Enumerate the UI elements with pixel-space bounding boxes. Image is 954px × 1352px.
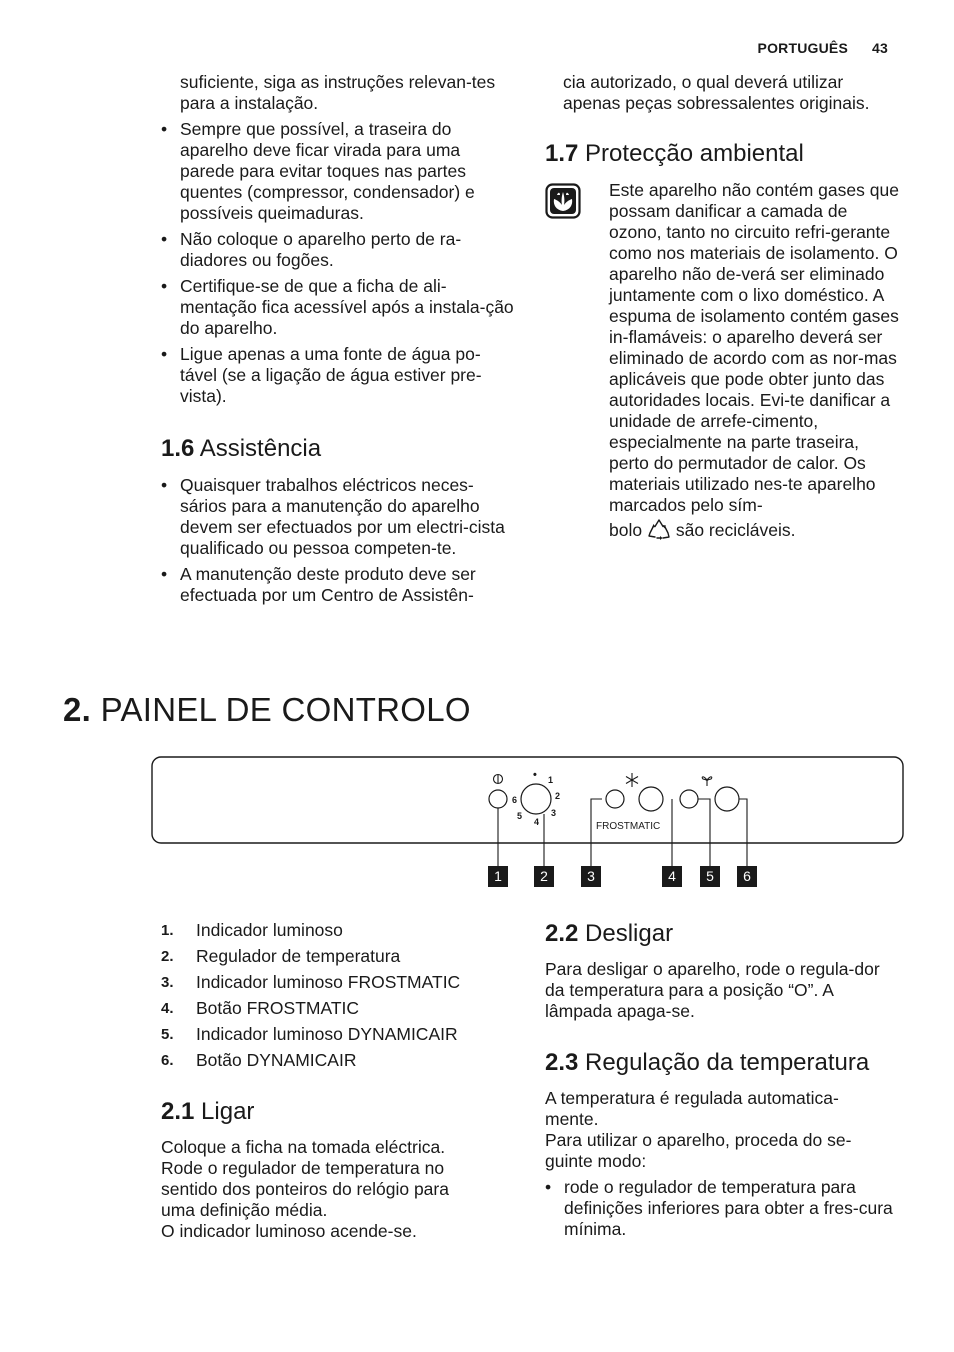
list-item: • A manutenção deste produto deve ser efectuada por um Centro de Assistên-: [161, 564, 516, 606]
section-number: 1.7: [545, 140, 579, 167]
section-number: 2.2: [545, 920, 579, 947]
section-number: 2.3: [545, 1049, 579, 1076]
column-left-top: [161, 72, 516, 412]
dial-number: 4: [534, 817, 540, 827]
chapter-heading: [63, 691, 471, 729]
list-item: 6. Botão DYNAMICAIR: [161, 1050, 357, 1070]
dynamicair-button: [715, 787, 739, 811]
callout-number: 1: [494, 868, 502, 884]
section-title: Ligar: [201, 1098, 255, 1125]
environment-paragraph-end: bolo são recicláveis.: [609, 518, 899, 545]
recycle-icon: [647, 518, 671, 545]
language-label: PORTUGUÊS: [757, 40, 849, 56]
dial-number: 2: [555, 791, 561, 801]
list-item: • Certifique-se de que a ficha de ali-mentação fica acessível após a instala-ção do aparelho.: [161, 276, 516, 339]
power-icon: [494, 775, 503, 784]
list-item: 5. Indicador luminoso DYNAMICAIR: [161, 1024, 458, 1044]
list-item: • Ligue apenas a uma fonte de água po-tável (se a ligação de água estiver pre-vista).: [161, 344, 516, 407]
callout-number: 3: [587, 868, 595, 884]
dial-number: 5: [517, 811, 523, 821]
environment-flower-icon: [545, 183, 581, 219]
continued-text: cia autorizado, o qual deverá utilizar apenas peças sobressalentes originais.: [563, 72, 870, 113]
callout-number: 6: [743, 868, 751, 884]
assistance-bullets: [161, 475, 516, 606]
column-right-top: [563, 72, 903, 114]
frostmatic-label: FROSTMATIC: [596, 821, 661, 832]
chapter-number: 2.: [63, 691, 92, 728]
page-header: [758, 38, 888, 59]
continued-text: suficiente, siga as instruções relevan-tes para a instalação.: [180, 72, 496, 113]
power-indicator: [489, 790, 507, 808]
dynamicair-indicator: [680, 790, 698, 808]
dial-number: 3: [551, 808, 557, 818]
callout-number: 5: [706, 868, 714, 884]
list-item: 1. Indicador luminoso: [161, 920, 343, 940]
dial-number: 6: [512, 795, 518, 805]
section-1-7: [545, 140, 905, 168]
section-text: Coloque a ficha na tomada eléctrica. Rode o regulador de temperatura no sentido dos ponteiros do relógio para uma definição média. O indicador luminoso acende-se.: [161, 1137, 449, 1241]
dial-dot: •: [533, 769, 537, 781]
section-number: 1.6: [161, 435, 195, 462]
section-text: Para desligar o aparelho, rode o regula-dor da temperatura para a posição “O”. A lâmpada apaga-se.: [545, 959, 880, 1021]
section-heading: [161, 435, 516, 463]
environment-paragraph: Este aparelho não contém gases que possam danificar a camada de ozono, tanto no circuito refri-gerante como nos materiais de isolamento. O aparelho não de-verá ser eliminado juntamente com o lixo doméstico. A espuma de isolamento contém gases in-flamáveis: o aparelho deverá ser eliminado de acordo com as nor-mas aplicáveis que pode obter junto das autoridades locais. Evi-te danificar a unidade de arrefe-cimento, especialmente na parte traseira, perto do permutador de calor. Os materiais utilizado nes-te aparelho marcados pelo sím-: [609, 180, 899, 515]
dial-number: 1: [548, 775, 554, 785]
list-item: • Quaisquer trabalhos eléctricos neces-sários para a manutenção do aparelho devem ser efectuados por um electri-cista qualificado ou pessoa competen-te.: [161, 475, 516, 559]
temperature-bullets: [545, 1177, 900, 1240]
list-item: 3. Indicador luminoso FROSTMATIC: [161, 972, 461, 992]
section-title: Desligar: [585, 920, 674, 947]
fan-icon: [702, 777, 712, 786]
page-number: 43: [872, 40, 888, 56]
frostmatic-indicator: [606, 790, 624, 808]
section-title: Regulação da temperatura: [585, 1049, 870, 1076]
snowflake-icon: [626, 773, 638, 787]
section-text: A temperatura é regulada automatica- mente. Para utilizar o aparelho, proceda do se- guinte modo:: [545, 1088, 852, 1171]
section-heading: [161, 1098, 521, 1126]
control-panel-diagram: [150, 755, 906, 890]
section-title: Protecção ambiental: [585, 140, 804, 167]
callout-number: 2: [540, 868, 548, 884]
section-heading: [545, 920, 900, 948]
section-number: 2.1: [161, 1098, 195, 1125]
section-2-3: [545, 1049, 900, 1245]
section-2-2: [545, 920, 900, 1022]
list-item: • Sempre que possível, a traseira do aparelho deve ficar virada para uma parede para evitar toques nas partes quentes (compressor, condensador) e possíveis queimaduras.: [161, 119, 516, 224]
section-1-6: [161, 435, 516, 611]
chapter-title: PAINEL DE CONTROLO: [100, 691, 471, 728]
list-item: • rode o regulador de temperatura para definições inferiores para obter a fres-cura mínima.: [545, 1177, 900, 1240]
panel-legend: [161, 920, 521, 1076]
frostmatic-button: [639, 787, 663, 811]
section-heading: [545, 1049, 900, 1077]
callout-number: 4: [668, 868, 676, 884]
list-item: 4. Botão FROSTMATIC: [161, 998, 360, 1018]
section-heading: [545, 140, 905, 168]
list-item: • Não coloque o aparelho perto de ra-diadores ou fogões.: [161, 229, 516, 271]
section-2-1: [161, 1098, 521, 1242]
section-1-7-text: [609, 180, 899, 545]
installation-bullets: [161, 119, 516, 407]
section-title: Assistência: [199, 435, 322, 462]
list-item: 2. Regulador de temperatura: [161, 946, 401, 966]
temperature-dial: [521, 784, 551, 814]
